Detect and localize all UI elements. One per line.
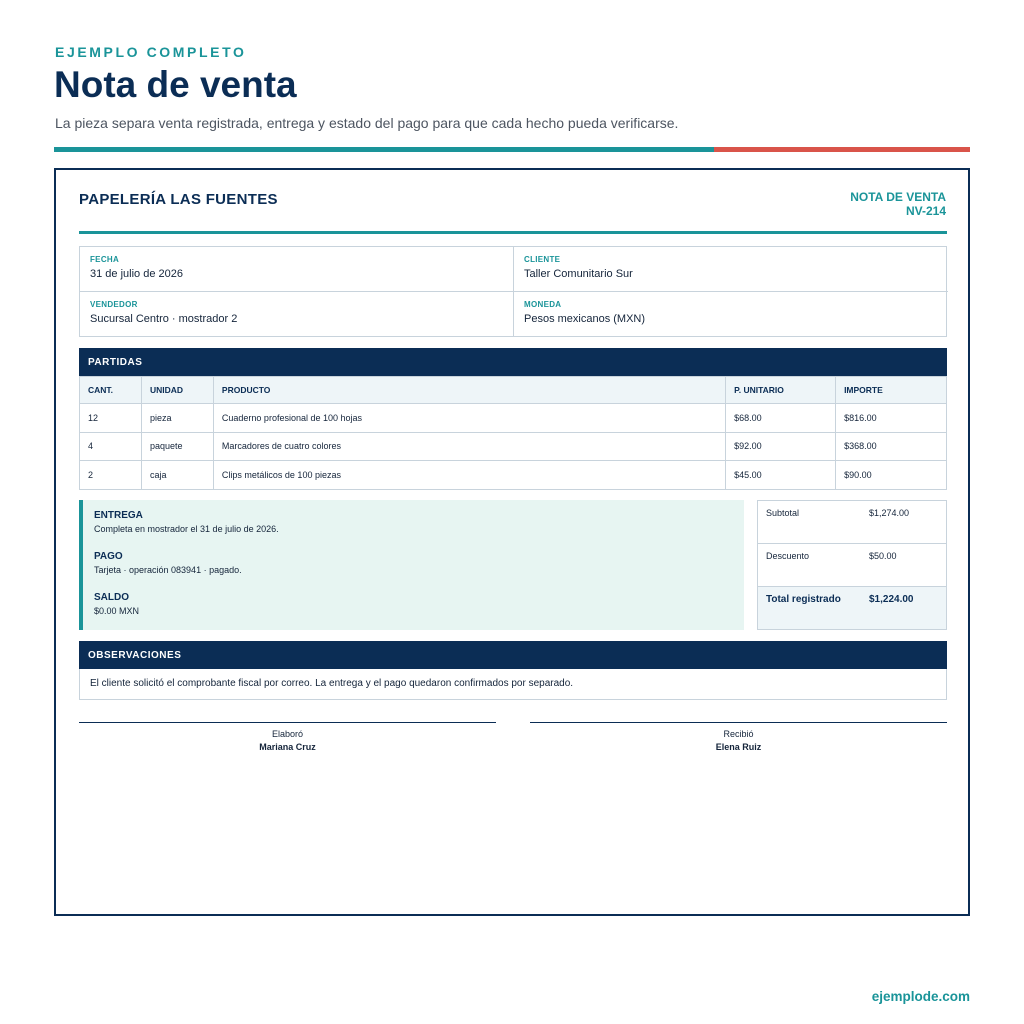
footer-brand[interactable]: ejemplode.com [871, 989, 970, 1004]
info-value: Sucursal Centro · mostrador 2 [90, 313, 238, 325]
info-cell-moneda [514, 292, 948, 337]
items-section-title: PARTIDAS [79, 348, 947, 376]
observations-text: El cliente solicitó el comprobante fiscal por correo. La entrega y el pago quedaron confirmados por separado. [79, 669, 947, 700]
cell-unit: paquete [141, 432, 213, 461]
table-row [80, 404, 947, 433]
column-header: P. UNITARIO [726, 377, 836, 404]
header-rule [79, 231, 947, 234]
note-text: Completa en mostrador el 31 de julio de 2026. [94, 524, 279, 534]
cell-unit: pieza [141, 404, 213, 433]
note-payment [94, 551, 733, 592]
accent-bar-teal [54, 147, 714, 152]
cell-product: Marcadores de cuatro colores [213, 432, 725, 461]
signature-received-by [530, 722, 947, 752]
cell-unit: caja [141, 461, 213, 490]
cell-unit-price: $92.00 [726, 432, 836, 461]
info-label: MONEDA [524, 300, 562, 309]
store-name: PAPELERÍA LAS FUENTES [79, 191, 278, 208]
info-grid [79, 246, 947, 337]
table-row [80, 432, 947, 461]
totals-value: $1,274.00 [869, 508, 910, 518]
cell-quantity: 4 [80, 432, 142, 461]
items-header-row [80, 377, 947, 404]
totals-label: Descuento [766, 551, 810, 561]
note-title: ENTREGA [94, 510, 143, 521]
note-title: SALDO [94, 592, 129, 603]
cell-quantity: 2 [80, 461, 142, 490]
totals-row-total [758, 587, 946, 629]
totals-label: Total registrado [766, 594, 841, 605]
info-cell-fecha [80, 247, 514, 292]
totals-value: $1,224.00 [869, 594, 914, 605]
page-subtitle: La pieza separa venta registrada, entrega y estado del pago para que cada hecho pueda verificarse. [55, 115, 679, 131]
signature-role: Recibió [723, 729, 754, 739]
column-header: UNIDAD [141, 377, 213, 404]
accent-bar-red [714, 147, 970, 152]
cell-amount: $368.00 [836, 432, 947, 461]
signature-role: Elaboró [271, 729, 304, 739]
info-label: CLIENTE [524, 255, 561, 264]
cell-amount: $816.00 [836, 404, 947, 433]
eyebrow-label: EJEMPLO COMPLETO [55, 44, 247, 60]
signature-prepared-by [79, 722, 496, 752]
column-header: IMPORTE [836, 377, 947, 404]
note-delivery [94, 510, 733, 551]
doc-number: NV-214 [905, 204, 946, 218]
cell-quantity: 12 [80, 404, 142, 433]
note-text: Tarjeta · operación 083941 · pagado. [94, 565, 242, 575]
doc-type: NOTA DE VENTA [850, 190, 946, 204]
info-value: Taller Comunitario Sur [524, 268, 633, 280]
totals-row-discount [758, 544, 946, 587]
cell-product: Cuaderno profesional de 100 hojas [213, 404, 725, 433]
cell-product: Clips metálicos de 100 piezas [213, 461, 725, 490]
observations-section-title: OBSERVACIONES [79, 641, 947, 669]
doc-identifier [850, 190, 946, 218]
totals-box [757, 500, 947, 630]
signature-name: Mariana Cruz [259, 742, 316, 752]
info-cell-vendedor [80, 292, 514, 337]
column-header: PRODUCTO [213, 377, 725, 404]
info-value: 31 de julio de 2026 [90, 268, 183, 280]
cell-amount: $90.00 [836, 461, 947, 490]
sales-note-document [54, 168, 970, 916]
info-value: Pesos mexicanos (MXN) [524, 313, 646, 325]
cell-unit-price: $68.00 [726, 404, 836, 433]
page-title: Nota de venta [54, 64, 297, 105]
table-row [80, 461, 947, 490]
totals-value: $50.00 [869, 551, 897, 561]
info-label: VENDEDOR [90, 300, 138, 309]
accent-bar [54, 147, 970, 152]
column-header: CANT. [80, 377, 142, 404]
signature-name: Elena Ruiz [715, 742, 762, 752]
items-table [79, 376, 947, 490]
note-balance [94, 592, 733, 633]
status-notes-box [79, 500, 744, 630]
totals-label: Subtotal [766, 508, 800, 518]
cell-unit-price: $45.00 [726, 461, 836, 490]
info-label: FECHA [90, 255, 120, 264]
note-text: $0.00 MXN [94, 606, 140, 616]
info-cell-cliente [514, 247, 948, 292]
totals-row-subtotal [758, 501, 946, 544]
note-title: PAGO [94, 551, 123, 562]
